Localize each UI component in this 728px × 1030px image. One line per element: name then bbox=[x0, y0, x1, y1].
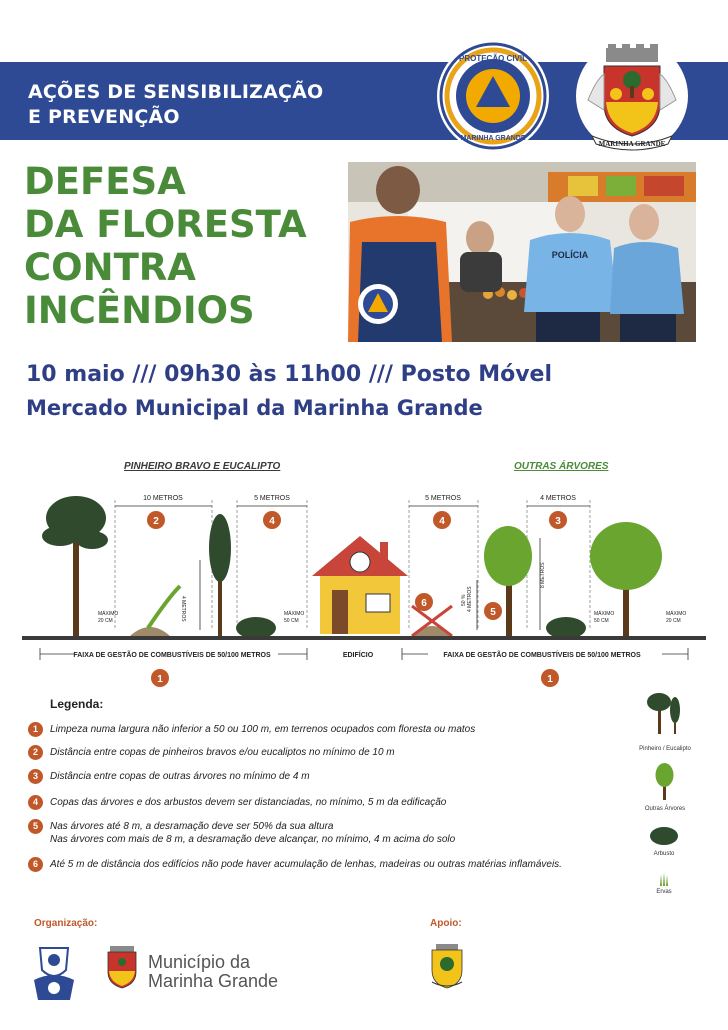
other-trees-icon-label: Outras Árvores bbox=[644, 806, 686, 812]
shrub-icon-label: Arbusto bbox=[653, 851, 675, 857]
marker-5-text: 5 bbox=[490, 607, 496, 618]
support-crest-icon bbox=[426, 942, 468, 990]
event-location-line: Mercado Municipal da Marinha Grande bbox=[26, 396, 483, 420]
market-photo bbox=[348, 162, 696, 342]
title-line3: CONTRA bbox=[24, 246, 196, 289]
crest-icon bbox=[576, 40, 688, 152]
logo-bottom-text: MARINHA GRANDE bbox=[460, 135, 526, 142]
max-label-4: MÁXIMO bbox=[666, 611, 687, 617]
title-line2: DA FLORESTA bbox=[24, 203, 307, 246]
diagram-right-heading: OUTRAS ÁRVORES bbox=[514, 461, 609, 472]
civil-protection-logo bbox=[437, 40, 549, 152]
legend-number: 3 bbox=[28, 769, 43, 784]
support-label: Apoio: bbox=[430, 918, 462, 929]
banner-title bbox=[28, 80, 323, 130]
legend-number: 5 bbox=[28, 819, 43, 834]
distance-5m-right-label: 5 METROS bbox=[425, 495, 461, 502]
band-center-label: EDIFÍCIO bbox=[342, 652, 374, 659]
legend-text: Limpeza numa largura não inferior a 50 ou 100 m, em terrenos ocupados com floresta ou matos bbox=[50, 724, 476, 735]
legend-number: 6 bbox=[28, 857, 43, 872]
distance-5m-left-label: 5 METROS bbox=[254, 495, 290, 502]
legend-title: Legenda: bbox=[50, 697, 104, 711]
max-label-2: MÁXIMO bbox=[284, 611, 305, 617]
firebreak-diagram bbox=[22, 478, 706, 698]
photo-vest-text: POLÍCIA bbox=[551, 250, 589, 260]
marker-3-text: 3 bbox=[555, 516, 561, 527]
marker-6-text: 6 bbox=[421, 598, 427, 609]
house-icon bbox=[312, 536, 408, 634]
shrub-left bbox=[236, 617, 276, 639]
municipal-crest-small-icon bbox=[100, 944, 144, 990]
grass-icon bbox=[656, 870, 672, 886]
distance-10m-label: 10 METROS bbox=[143, 495, 183, 502]
marker-4-right-text: 4 bbox=[439, 516, 445, 527]
crest-ribbon-text: MARINHA GRANDE bbox=[598, 140, 666, 148]
max-label-1: MÁXIMO bbox=[98, 611, 119, 617]
municipality-name bbox=[148, 953, 278, 991]
other-trees-icon bbox=[650, 760, 680, 800]
pine-eucalyptus-icon bbox=[640, 688, 690, 738]
pine-icon-label: Pinheiro / Eucalipto bbox=[639, 746, 691, 752]
parish-coat-of-arms-icon bbox=[32, 940, 76, 1002]
event-date-line: 10 maio /// 09h30 às 11h00 /// Posto Móvel bbox=[26, 362, 553, 387]
marker-2-text: 2 bbox=[153, 516, 159, 527]
shrub-right bbox=[546, 617, 586, 639]
grass-icon-label: Ervas bbox=[656, 889, 672, 895]
municipality-line2: Marinha Grande bbox=[148, 971, 279, 991]
legend-text-secondary: Nas árvores com mais de 8 m, a desramação deve alcançar, no mínimo, 4 m acima do solo bbox=[50, 834, 456, 845]
marker-1-right-text: 1 bbox=[547, 674, 553, 685]
legend-text: Até 5 m de distância dos edifícios não pode haver acumulação de lenhas, madeiras ou outras matérias inflamáveis. bbox=[50, 859, 562, 870]
municipality-line1: Município da bbox=[148, 952, 251, 972]
max-50cm-label-2: 50 CM bbox=[594, 618, 609, 624]
title-line1: DEFESA bbox=[24, 160, 186, 203]
diagram-left-heading: PINHEIRO BRAVO E EUCALIPTO bbox=[124, 461, 281, 472]
legend-text: Distância entre copas de outras árvores no mínimo de 4 m bbox=[50, 771, 310, 782]
ground-line bbox=[22, 636, 706, 640]
legend-number: 2 bbox=[28, 745, 43, 760]
civil-protection-emblem-icon bbox=[437, 40, 549, 152]
height-4m-label: 4 METROS bbox=[180, 596, 186, 622]
municipal-crest-logo bbox=[576, 40, 688, 152]
height-8m-label: 8 METROS bbox=[540, 562, 546, 588]
legend-number: 1 bbox=[28, 722, 43, 737]
shrub-icon bbox=[648, 822, 680, 846]
legend-text: Nas árvores até 8 m, a desramação deve ser 50% da sua altura bbox=[50, 821, 334, 832]
debris-pile-left bbox=[130, 586, 180, 636]
max-label-3: MÁXIMO bbox=[594, 611, 615, 617]
half-height-label: 4 METROS bbox=[467, 586, 473, 612]
band-left-label: FAIXA DE GESTÃO DE COMBUSTÍVEIS DE 50/100 METROS bbox=[73, 652, 271, 659]
half-pct-label: 50 % bbox=[461, 594, 467, 606]
legend-text: Copas das árvores e dos arbustos devem ser distanciadas, no mínimo, 5 m da edificação bbox=[50, 797, 447, 808]
max-20cm-label-1: 20 CM bbox=[98, 618, 113, 624]
max-20cm-label-2: 20 CM bbox=[666, 618, 681, 624]
band-right-label: FAIXA DE GESTÃO DE COMBUSTÍVEIS DE 50/100 METROS bbox=[443, 652, 641, 659]
marker-4-left-text: 4 bbox=[269, 516, 275, 527]
banner-title-line2: E PREVENÇÃO bbox=[28, 106, 180, 128]
organization-label: Organização: bbox=[34, 918, 98, 929]
title-line4: INCÊNDIOS bbox=[24, 289, 255, 332]
legend-text: Distância entre copas de pinheiros bravos e/ou eucaliptos no mínimo de 10 m bbox=[50, 747, 395, 758]
debris-pile-right bbox=[412, 606, 452, 636]
max-50cm-label-1: 50 CM bbox=[284, 618, 299, 624]
legend-number: 4 bbox=[28, 795, 43, 810]
banner-title-line1: AÇÕES DE SENSIBILIZAÇÃO bbox=[28, 81, 324, 103]
main-title bbox=[24, 160, 307, 332]
marker-1-left-text: 1 bbox=[157, 674, 163, 685]
logo-top-text: PROTEÇÃO CIVIL bbox=[458, 54, 528, 63]
distance-4m-label: 4 METROS bbox=[540, 495, 576, 502]
